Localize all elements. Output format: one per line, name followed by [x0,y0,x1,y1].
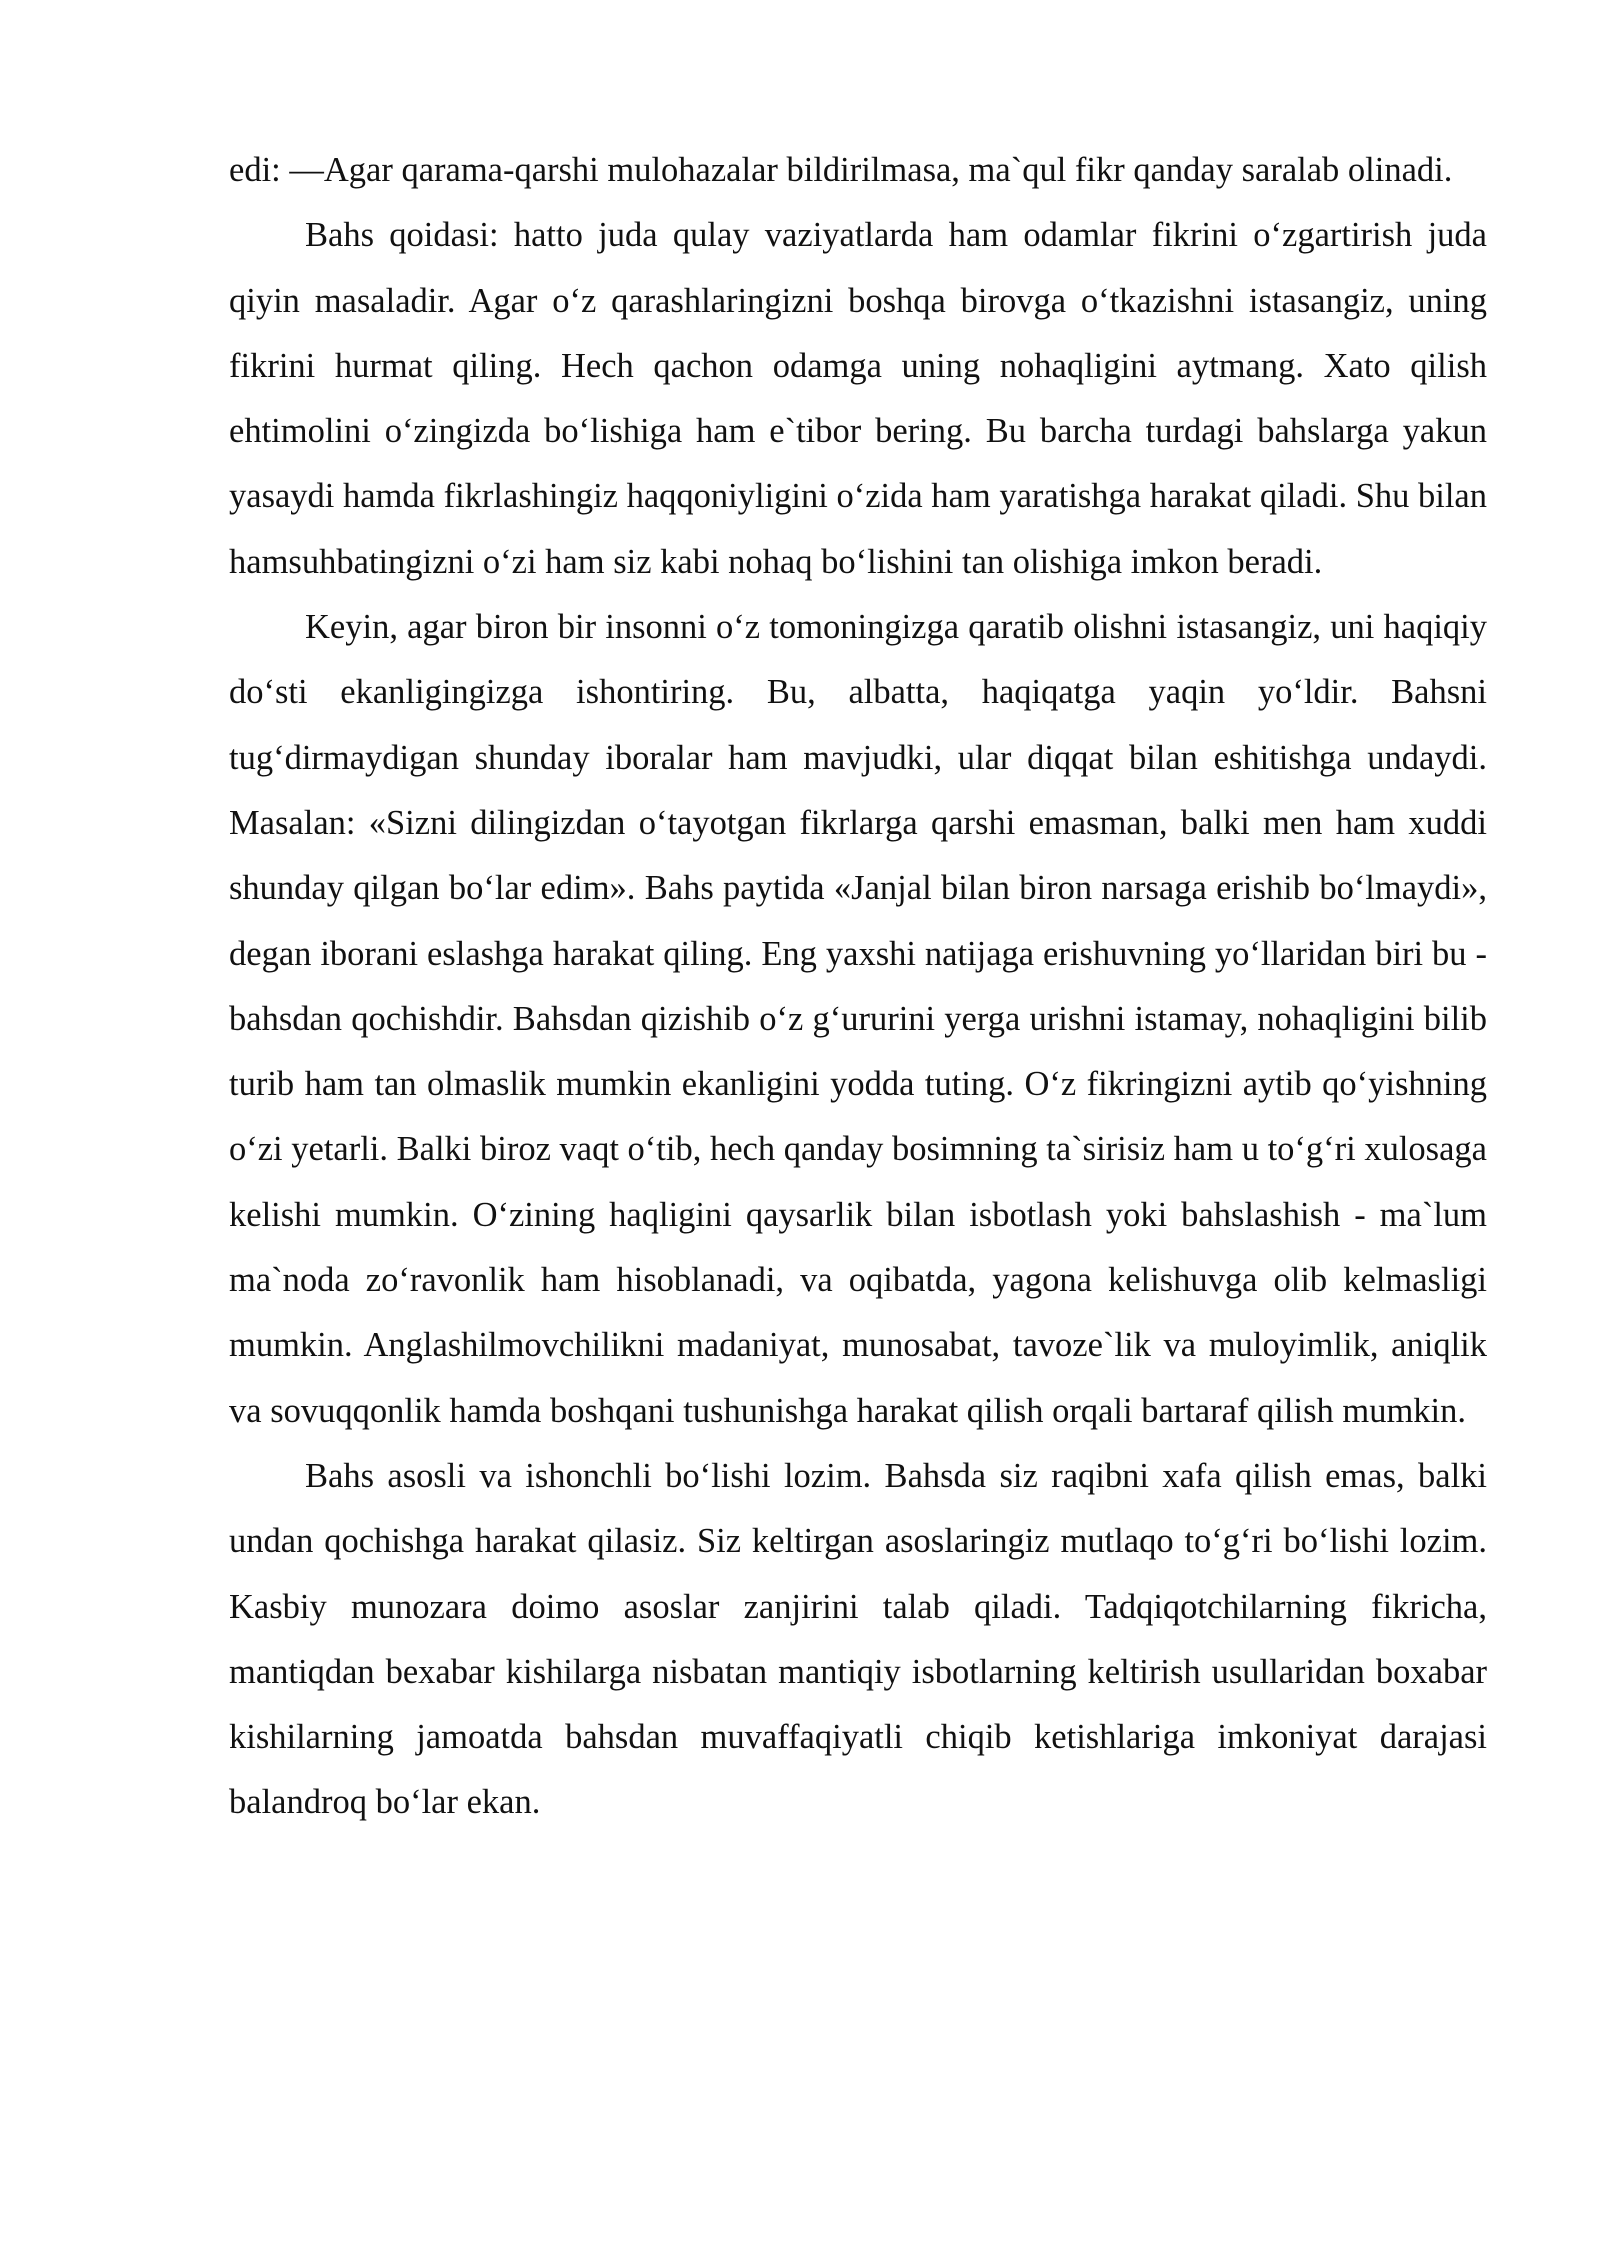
paragraph-continuation: edi: —Agar qarama-qarshi mulohazalar bildirilmasa, ma`qul fikr qanday saralab olinadi. [229,151,1453,189]
document-page [229,138,1487,1836]
paragraph-argument-basis: Bahs asosli va ishonchli bo‘lishi lozim. Bahsda siz raqibni xafa qilish emas, balki undan qochishga harakat qilasiz. Siz keltirgan asoslaringiz mutlaqo to‘g‘ri bo‘lishi lozim. Kasbiy munozara doimo asoslar zanjirini talab qiladi. Tadqiqotchilarning fikricha, mantiqdan bexabar kishilarga nisbatan mantiqiy isbotlarning keltirish usullaridan boxabar kishilarning jamoatda bahsdan muvaffaqiyatli chiqib ketishlariga imkoniyat darajasi balandroq bo‘lar ekan. [229,1456,1487,1822]
paragraph-debate-rule: Bahs qoidasi: hatto juda qulay vaziyatlarda ham odamlar fikrini o‘zgartirish juda qiyin masaladir. Agar o‘z qarashlaringizni boshqa birovga o‘tkazishni istasangiz, uning fikrini hurmat qiling. Hech qachon odamga uning nohaqligini aytmang. Xato qilish ehtimolini o‘zingizda bo‘lishiga ham e`tibor bering. Bu barcha turdagi bahslarga yakun yasaydi hamda fikrlashingiz haqqoniyligini o‘zida ham yaratishga harakat qiladi. Shu bilan hamsuhbatingizni o‘zi ham siz kabi nohaq bo‘lishini tan olishiga imkon beradi. [229,216,1487,581]
paragraph-persuasion: Keyin, agar biron bir insonni o‘z tomoningizga qaratib olishni istasangiz, uni haqiqiy do‘sti ekanligingizga ishontiring. Bu, albatta, haqiqatga yaqin yo‘ldir. Bahsni tug‘dirmaydigan shunday iboralar ham mavjudki, ular diqqat bilan eshitishga undaydi. Masalan: «Sizni dilingizdan o‘tayotgan fikrlarga qarshi emasman, balki men ham xuddi shunday qilgan bo‘lar edim». Bahs paytida «Janjal bilan biron narsaga erishib bo‘lmaydi», degan iborani eslashga harakat qiling. Eng yaxshi natijaga erishuvning yo‘llaridan biri bu - bahsdan qochishdir. Bahsdan qizishib o‘z g‘ururini yerga urishni istamay, nohaqligini bilib turib ham tan olmaslik mumkin ekanligini yodda tuting. O‘z fikringizni aytib qo‘yishning o‘zi yetarli. Balki biroz vaqt o‘tib, hech qanday bosimning ta`sirisiz ham u to‘g‘ri xulosaga kelishi mumkin. O‘zining haqligini qaysarlik bilan isbotlash yoki bahslashish - ma`lum ma`noda zo‘ravonlik ham hisoblanadi, va oqibatda, yagona kelishuvga olib kelmasligi mumkin. Anglashilmovchilikni madaniyat, munosabat, tavoze`lik va muloyimlik, aniqlik va sovuqqonlik hamda boshqani tushunishga harakat qilish orqali bartaraf qilish mumkin. [229,608,1487,1430]
